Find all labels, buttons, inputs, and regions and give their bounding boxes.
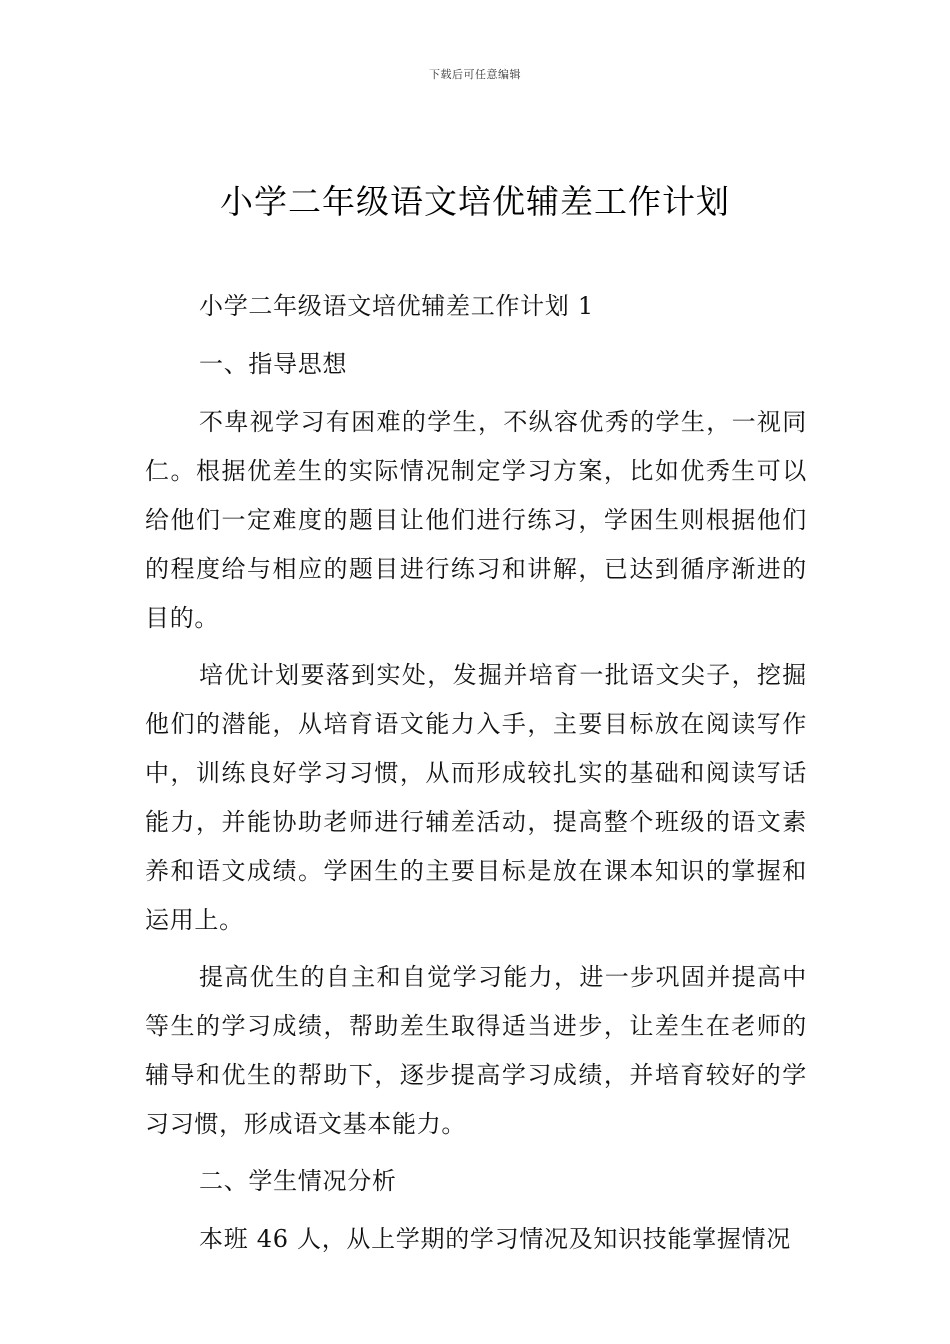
section-heading-student-analysis: 二、学生情况分析 bbox=[199, 1167, 397, 1195]
document-body bbox=[145, 282, 807, 1272]
paragraph: 本班 46 人，从上学期的学习情况及知识技能掌握情况 bbox=[199, 1225, 791, 1253]
section-heading-guiding-thought: 一、指导思想 bbox=[199, 350, 348, 378]
section-subtitle: 小学二年级语文培优辅差工作计划 1 bbox=[199, 292, 594, 320]
paragraph: 培优计划要落到实处，发掘并培育一批语文尖子，挖掘他们的潜能，从培育语文能力入手，主要目标放在阅读写作中，训练良好学习习惯，从而形成较扎实的基础和阅读写话能力，并能协助老师进行辅差活动，提高整个班级的语文素养和语文成绩。学困生的主要目标是放在课本知识的掌握和运用上。 bbox=[145, 661, 807, 934]
header-note: 下载后可任意编辑 bbox=[429, 68, 521, 81]
paragraph: 不卑视学习有困难的学生，不纵容优秀的学生，一视同仁。根据优差生的实际情况制定学习方案，比如优秀生可以给他们一定难度的题目让他们进行练习，学困生则根据他们的程度给与相应的题目进行练习和讲解，已达到循序渐进的目的。 bbox=[145, 408, 807, 632]
paragraph: 提高优生的自主和自觉学习能力，进一步巩固并提高中等生的学习成绩，帮助差生取得适当进步，让差生在老师的辅导和优生的帮助下，逐步提高学习成绩，并培育较好的学习习惯，形成语文基本能力。 bbox=[145, 963, 807, 1138]
document-title: 小学二年级语文培优辅差工作计划 bbox=[220, 182, 730, 221]
